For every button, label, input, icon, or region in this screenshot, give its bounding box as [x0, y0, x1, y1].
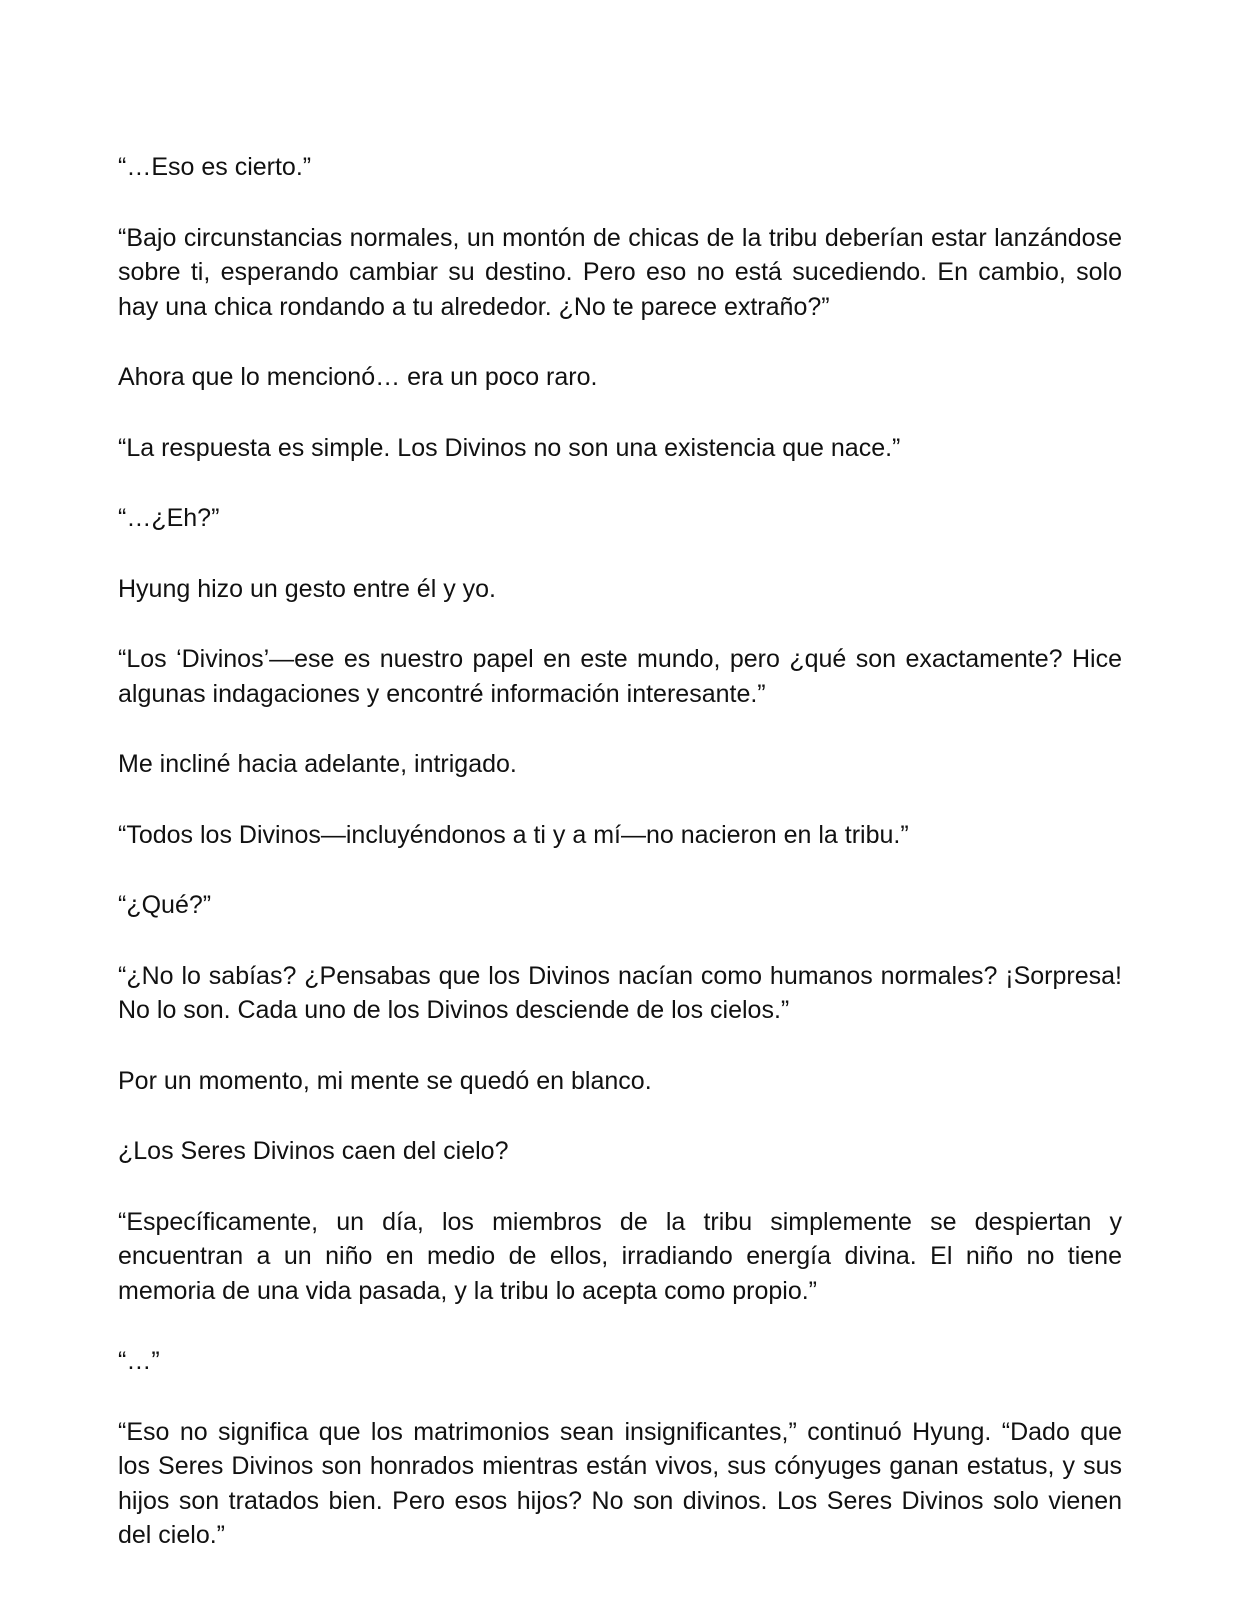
- paragraph: Por un momento, mi mente se quedó en blanco.: [118, 1066, 652, 1095]
- paragraph: “¿Qué?”: [118, 891, 212, 919]
- paragraph: “Todos los Divinos—incluyéndonos a ti y a mí—no nacieron en la tribu.”: [118, 820, 909, 849]
- paragraph: “Eso no significa que los matrimonios sean insignificantes,” continuó Hyung. “Dado que los Seres Divinos son honrados mientras están vivos, sus cónyuges ganan estatus, y sus hijos son tratados bien. Pero esos hijos? No son divinos. Los Seres Divinos solo vienen del cielo.”: [118, 1417, 1122, 1549]
- paragraph: “Específicamente, un día, los miembros de la tribu simplemente se despiertan y encuentran a un niño en medio de ellos, irradiando energía divina. El niño no tiene memoria de una vida pasada, y la tribu lo acepta como propio.”: [118, 1207, 1122, 1305]
- paragraph: Ahora que lo mencionó… era un poco raro.: [118, 363, 598, 391]
- paragraph: “Los ‘Divinos’—ese es nuestro papel en este mundo, pero ¿qué son exactamente? Hice algunas indagaciones y encontré información interesante.”: [118, 645, 1122, 708]
- paragraph: “¿No lo sabías? ¿Pensabas que los Divinos nacían como humanos normales? ¡Sorpresa! No lo son. Cada uno de los Divinos desciende de los cielos.”: [118, 961, 1122, 1024]
- paragraph: “Bajo circunstancias normales, un montón de chicas de la tribu deberían estar lanzándose sobre ti, esperando cambiar su destino. Pero eso no está sucediendo. En cambio, solo hay una chica rondando a tu alrededor. ¿No te parece extraño?”: [118, 223, 1122, 321]
- paragraph: Me incliné hacia adelante, intrigado.: [118, 750, 517, 778]
- paragraph: Hyung hizo un gesto entre él y yo.: [118, 574, 497, 603]
- paragraph: “…Eso es cierto.”: [118, 153, 312, 181]
- paragraph: “La respuesta es simple. Los Divinos no son una existencia que nace.”: [118, 433, 901, 462]
- document-body: [118, 150, 1122, 1589]
- paragraph: “…”: [118, 1347, 160, 1375]
- paragraph: “…¿Eh?”: [118, 504, 220, 532]
- paragraph: ¿Los Seres Divinos caen del cielo?: [118, 1137, 509, 1165]
